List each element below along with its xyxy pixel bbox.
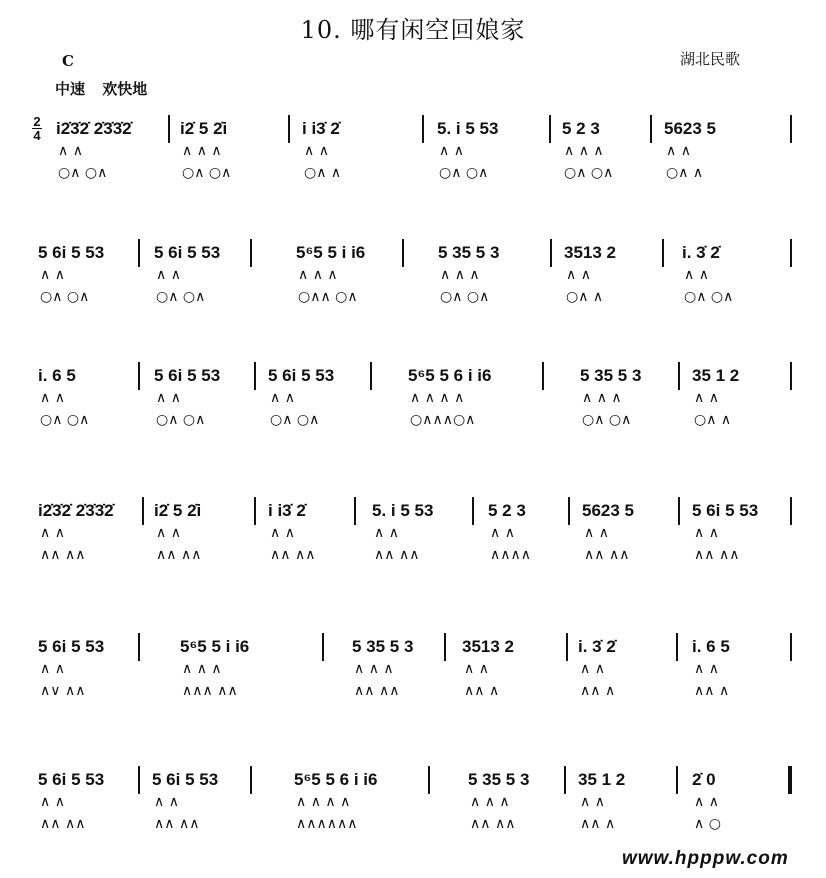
- articulation: ∧ ∧: [154, 794, 179, 810]
- articulation: ∧ ∧: [584, 525, 609, 541]
- fingering: ○∧∧ ○∧: [298, 289, 358, 305]
- barline: [444, 633, 446, 661]
- measure-3: 5 6i 5 53: [268, 366, 335, 385]
- score-row-4: [32, 497, 802, 587]
- barline: [566, 633, 568, 661]
- fingering: ○∧∧∧○∧: [410, 412, 476, 428]
- articulation: ∧ ∧: [694, 794, 719, 810]
- key-signature: C: [62, 52, 74, 70]
- measure-7: 5 6i 5 53: [692, 501, 759, 520]
- barline: [472, 497, 474, 525]
- fingering: ∧∧ ∧∧: [270, 547, 316, 563]
- measure-5: 5 2 3: [488, 501, 526, 520]
- measure-3: i i3̇ 2̇: [268, 501, 306, 520]
- time-signature-bottom: 4: [33, 128, 41, 143]
- barline: [564, 766, 566, 794]
- barline: [568, 497, 570, 525]
- articulation: ∧ ∧: [666, 143, 691, 159]
- fingering: ○∧ ∧: [694, 412, 732, 428]
- fingering: ∧∧∧∧∧∧: [296, 816, 358, 832]
- measure-2: 5 6i 5 53: [152, 770, 219, 789]
- articulation: ∧ ∧: [304, 143, 329, 159]
- measure-3: i i3̇ 2̇: [302, 119, 340, 138]
- measure-5: i. 3̇ 2̇: [578, 637, 616, 656]
- articulation: ∧ ∧ ∧: [564, 143, 604, 159]
- barline: [250, 239, 252, 267]
- fingering: ∧∧ ∧∧: [584, 547, 630, 563]
- measure-5: 3513 2: [564, 243, 616, 262]
- barline: [254, 497, 256, 525]
- barline: [142, 497, 144, 525]
- measure-5: 35 1 2: [578, 770, 626, 789]
- fingering: ∧∧ ∧∧: [40, 547, 86, 563]
- fingering: ○∧ ○∧: [564, 165, 614, 181]
- score-row-2: [32, 239, 802, 329]
- fingering: ○∧ ∧: [666, 165, 704, 181]
- barline: [678, 497, 680, 525]
- articulation: ∧ ∧: [439, 143, 464, 159]
- articulation: ∧ ∧ ∧: [182, 661, 222, 677]
- fingering: ∧∧ ∧∧: [154, 816, 200, 832]
- fingering: ○∧ ○∧: [40, 412, 90, 428]
- measure-3: 5 35 5 3: [352, 637, 414, 656]
- fingering: ∧∧∧ ∧∧: [182, 683, 238, 699]
- measure-4: 5. i 5 53: [372, 501, 434, 520]
- measure-2: i2̇ 5 2̇i: [154, 501, 202, 520]
- measure-2: i2̇ 5 2̇i: [180, 119, 228, 138]
- song-credit: 湖北民歌: [680, 50, 741, 68]
- articulation: ∧ ∧: [694, 390, 719, 406]
- barline: [370, 362, 372, 390]
- fingering: ∧∨ ∧∧: [40, 683, 86, 699]
- measure-1: i2̇3̇2̇ 2̇3̇3̇2̇: [38, 501, 114, 520]
- barline: [322, 633, 324, 661]
- barline: [790, 633, 792, 661]
- song-title: 10. 哪有闲空回娘家: [300, 16, 526, 44]
- measure-4: 3513 2: [462, 637, 514, 656]
- score-row-5: [32, 633, 802, 723]
- articulation: ∧ ∧: [566, 267, 591, 283]
- barline: [428, 766, 430, 794]
- barline: [676, 766, 678, 794]
- barline: [138, 766, 140, 794]
- measure-6: i. 3̇ 2̇: [682, 243, 720, 262]
- measure-1: 5 6i 5 53: [38, 770, 105, 789]
- articulation: ∧ ∧: [270, 390, 295, 406]
- articulation: ∧ ∧: [156, 267, 181, 283]
- fingering: ○∧ ○∧: [40, 289, 90, 305]
- final-barline: [788, 766, 792, 794]
- fingering: ∧∧ ∧∧: [156, 547, 202, 563]
- fingering: ○∧ ∧: [566, 289, 604, 305]
- measure-1: 5 6i 5 53: [38, 243, 105, 262]
- tempo-marking: 中速 欢快地: [55, 80, 148, 98]
- measure-6: 2̇ 0: [692, 770, 716, 789]
- score-row-3: [32, 362, 802, 452]
- measure-4: 5 35 5 3: [468, 770, 530, 789]
- fingering: ∧∧ ∧: [464, 683, 500, 699]
- articulation: ∧ ∧ ∧ ∧: [296, 794, 351, 810]
- time-signature-top: 2: [33, 114, 41, 129]
- measure-3: 5⁶5 5 6 i i6: [294, 770, 378, 789]
- barline: [138, 239, 140, 267]
- fingering: ○∧ ○∧: [58, 165, 108, 181]
- measure-6: 5623 5: [582, 501, 634, 520]
- measure-2: 5⁶5 5 i i6: [180, 637, 250, 656]
- measure-5: 5 2 3: [562, 119, 600, 138]
- barline: [138, 633, 140, 661]
- articulation: ∧ ∧: [694, 661, 719, 677]
- barline: [354, 497, 356, 525]
- barline: [662, 239, 664, 267]
- articulation: ∧ ∧: [694, 525, 719, 541]
- articulation: ∧ ∧: [40, 390, 65, 406]
- measure-3: 5⁶5 5 i i6: [296, 243, 366, 262]
- barline: [250, 766, 252, 794]
- fingering: ○∧ ○∧: [156, 289, 206, 305]
- barline: [288, 115, 290, 143]
- articulation: ∧ ∧ ∧: [470, 794, 510, 810]
- articulation: ∧ ∧: [156, 525, 181, 541]
- time-signature: [32, 115, 42, 142]
- fingering: ∧∧∧∧: [490, 547, 531, 563]
- fingering: ○∧ ○∧: [156, 412, 206, 428]
- barline: [790, 362, 792, 390]
- articulation: ∧ ∧ ∧: [182, 143, 222, 159]
- articulation: ∧ ∧ ∧: [440, 267, 480, 283]
- articulation: ∧ ∧: [374, 525, 399, 541]
- fingering: ○∧ ○∧: [182, 165, 232, 181]
- barline: [678, 362, 680, 390]
- fingering: ∧∧ ∧∧: [40, 816, 86, 832]
- score-row-1: [32, 115, 802, 205]
- measure-1: i2̇3̇2̇ 2̇3̇3̇2̇: [56, 119, 132, 138]
- articulation: ∧ ∧: [580, 661, 605, 677]
- barline: [402, 239, 404, 267]
- articulation: ∧ ∧ ∧: [354, 661, 394, 677]
- fingering: ∧∧ ∧: [580, 816, 616, 832]
- barline: [549, 115, 551, 143]
- fingering: ○∧ ○∧: [684, 289, 734, 305]
- measure-4: 5 35 5 3: [438, 243, 500, 262]
- score-row-6: [32, 766, 802, 856]
- barline: [254, 362, 256, 390]
- measure-5: 5 35 5 3: [580, 366, 642, 385]
- barline: [138, 362, 140, 390]
- fingering: ∧∧ ∧∧: [470, 816, 516, 832]
- fingering: ○∧ ○∧: [440, 289, 490, 305]
- barline: [676, 633, 678, 661]
- fingering: ∧ ○: [694, 816, 721, 832]
- measure-4: 5. i 5 53: [437, 119, 499, 138]
- fingering: ∧∧ ∧∧: [374, 547, 420, 563]
- measure-1: 5 6i 5 53: [38, 637, 105, 656]
- barline: [790, 239, 792, 267]
- measure-1: i. 6 5: [38, 366, 76, 385]
- measure-6: 35 1 2: [692, 366, 740, 385]
- barline: [422, 115, 424, 143]
- articulation: ∧ ∧ ∧: [582, 390, 622, 406]
- articulation: ∧ ∧: [40, 794, 65, 810]
- articulation: ∧ ∧: [156, 390, 181, 406]
- measure-6: i. 6 5: [692, 637, 730, 656]
- articulation: ∧ ∧: [40, 525, 65, 541]
- fingering: ○∧ ∧: [304, 165, 342, 181]
- articulation: ∧ ∧: [40, 661, 65, 677]
- watermark: www.hpppw.com: [622, 848, 789, 869]
- articulation: ∧ ∧: [580, 794, 605, 810]
- articulation: ∧ ∧ ∧ ∧: [410, 390, 465, 406]
- barline: [650, 115, 652, 143]
- articulation: ∧ ∧: [58, 143, 83, 159]
- barline: [168, 115, 170, 143]
- fingering: ∧∧ ∧∧: [354, 683, 400, 699]
- fingering: ∧∧ ∧∧: [694, 547, 740, 563]
- fingering: ∧∧ ∧: [580, 683, 616, 699]
- articulation: ∧ ∧: [40, 267, 65, 283]
- articulation: ∧ ∧: [684, 267, 709, 283]
- articulation: ∧ ∧: [464, 661, 489, 677]
- barline: [790, 497, 792, 525]
- fingering: ○∧ ○∧: [439, 165, 489, 181]
- measure-2: 5 6i 5 53: [154, 366, 221, 385]
- fingering: ○∧ ○∧: [582, 412, 632, 428]
- articulation: ∧ ∧: [490, 525, 515, 541]
- measure-4: 5⁶5 5 6 i i6: [408, 366, 492, 385]
- measure-6: 5623 5: [664, 119, 716, 138]
- fingering: ∧∧ ∧: [694, 683, 730, 699]
- articulation: ∧ ∧ ∧: [298, 267, 338, 283]
- barline: [790, 115, 792, 143]
- fingering: ○∧ ○∧: [270, 412, 320, 428]
- barline: [550, 239, 552, 267]
- measure-2: 5 6i 5 53: [154, 243, 221, 262]
- barline: [542, 362, 544, 390]
- articulation: ∧ ∧: [270, 525, 295, 541]
